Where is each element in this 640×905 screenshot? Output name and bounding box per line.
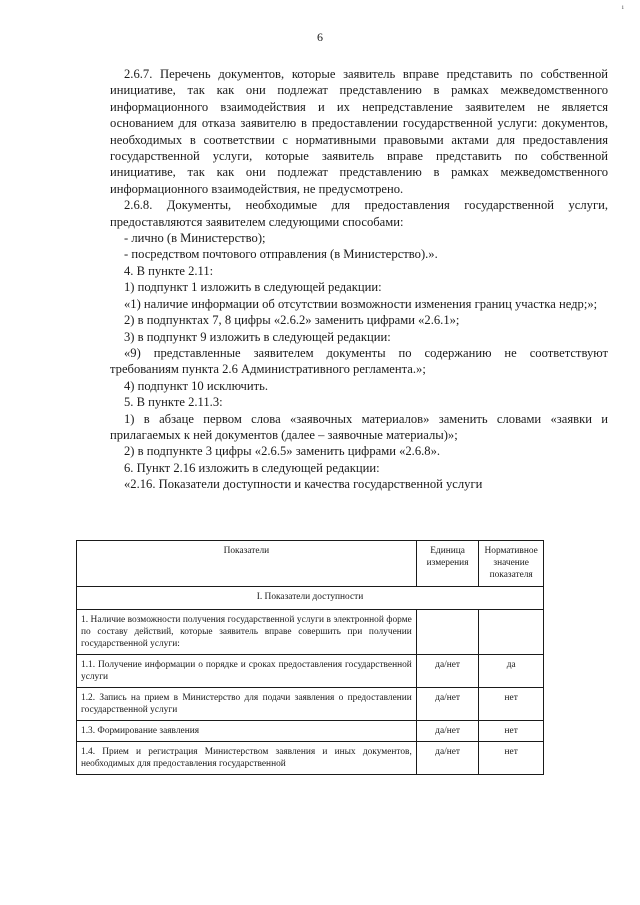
- paragraph-5-subitem-2: 2) в подпункте 3 цифры «2.6.5» заменить цифрами «2.6.8».: [124, 444, 441, 459]
- indicator-cell: 1.1. Получение информации о порядке и сроках предоставления государственной услуги: [77, 655, 417, 688]
- paragraph-item-5: 5. В пункте 2.11.3:: [124, 395, 223, 410]
- table-header-row: [77, 541, 544, 587]
- table-row: [77, 742, 544, 775]
- list-item-personally: - лично (в Министерство);: [124, 231, 266, 246]
- page-number: 6: [317, 30, 323, 44]
- paragraph-subitem-3: 3) в подпункт 9 изложить в следующей редакции:: [124, 329, 391, 344]
- unit-cell: да/нет: [416, 721, 479, 742]
- paragraph-item-6: 6. Пункт 2.16 изложить в следующей редакции:: [124, 460, 380, 475]
- paragraph-2-16-title: «2.16. Показатели доступности и качества государственной услуги: [124, 477, 483, 492]
- unit-cell: [416, 610, 479, 655]
- paragraph-quote-9: «9) представленные заявителем документы по содержанию не соответствуют требованиям пункта 2.6 Административного регламента.»;: [110, 345, 608, 377]
- header-unit: Единица измерения: [416, 541, 479, 587]
- table-row: [77, 688, 544, 721]
- document-body: [110, 66, 608, 493]
- indicators-table: [76, 540, 544, 775]
- paragraph-subitem-4: 4) подпункт 10 исключить.: [124, 378, 268, 393]
- paragraph-subitem-1: 1) подпункт 1 изложить в следующей редакции:: [124, 280, 382, 295]
- paragraph-subitem-2: 2) в подпунктах 7, 8 цифры «2.6.2» заменить цифрами «2.6.1»;: [124, 313, 460, 328]
- norm-cell: [479, 610, 544, 655]
- paragraph-2-6-7: 2.6.7. Перечень документов, которые заявитель вправе представить по собственной инициативе, так как они подлежат представлению в рамках межведомственного информационного взаимодействия и их непредставление заявителем не является основанием для отказа заявителю в предоставлении государственной услуги: документов, необходимых в соответствии с нормативными правовыми актами для предоставления государственной услуги, которые заявитель вправе представить по собственной инициативе, так как они подлежат представлению в рамках межведомственного информационного взаимодействия, не предусмотрено.: [110, 67, 608, 196]
- header-norm: Нормативное значение показателя: [479, 541, 544, 587]
- norm-cell: нет: [479, 688, 544, 721]
- header-indicators: Показатели: [77, 541, 417, 587]
- paragraph-quote-1: «1) наличие информации об отсутствии возможности изменения границ участка недр;»;: [124, 296, 598, 311]
- unit-cell: да/нет: [416, 742, 479, 775]
- paragraph-2-6-8: 2.6.8. Документы, необходимые для предоставления государственной услуги, предоставляются заявителем следующими способами:: [110, 198, 608, 229]
- norm-cell: нет: [479, 721, 544, 742]
- indicator-cell: 1.3. Формирование заявления: [77, 721, 417, 742]
- unit-cell: да/нет: [416, 688, 479, 721]
- table-row: [77, 610, 544, 655]
- paragraph-item-4: 4. В пункте 2.11:: [124, 263, 214, 278]
- unit-cell: да/нет: [416, 655, 479, 688]
- list-item-by-post: - посредством почтового отправления (в Министерство).».: [124, 247, 438, 262]
- norm-cell: да: [479, 655, 544, 688]
- table-row: [77, 721, 544, 742]
- indicator-cell: 1.2. Запись на прием в Министерство для подачи заявления о предоставлении государственной услуги: [77, 688, 417, 721]
- indicator-cell: 1. Наличие возможности получения государственной услуги в электронной форме по составу действий, которые заявитель вправе совершить при получении государственной услуги:: [77, 610, 417, 655]
- indicator-cell: 1.4. Прием и регистрация Министерством заявления и иных документов, необходимых для предоставления государственной: [77, 742, 417, 775]
- norm-cell: нет: [479, 742, 544, 775]
- table-section-row: [77, 587, 544, 610]
- corner-mark: ¹: [621, 4, 624, 13]
- paragraph-5-subitem-1: 1) в абзаце первом слова «заявочных материалов» заменить словами «заявки и прилагаемых к ней документов (далее – заявочные материалы)»;: [110, 411, 608, 442]
- section-title: I. Показатели доступности: [77, 587, 544, 610]
- table-row: [77, 655, 544, 688]
